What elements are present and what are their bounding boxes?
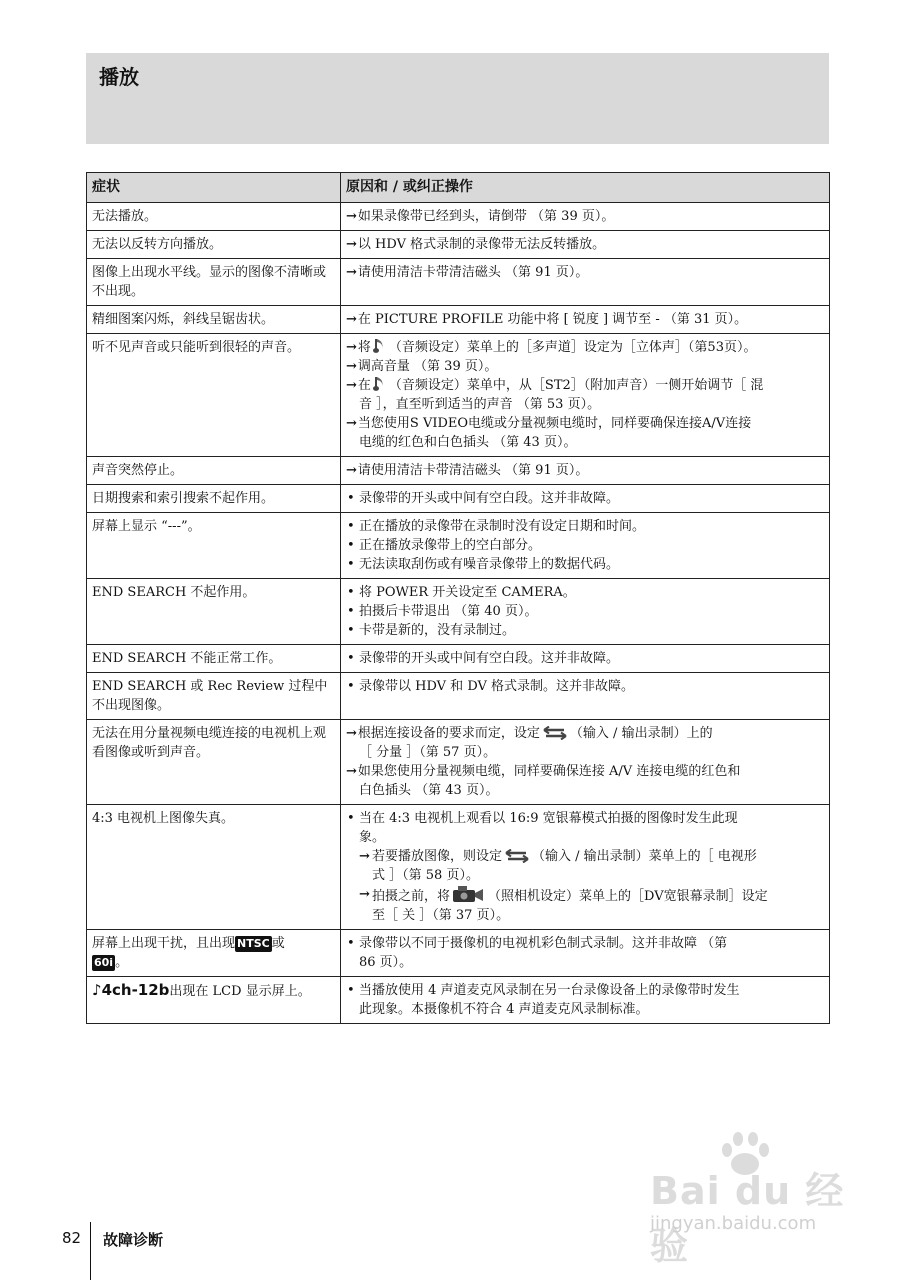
troubleshooting-table <box>86 172 830 1024</box>
symptom-cell: 声音突然停止。 <box>87 457 341 485</box>
symptom-cell: 精细图案闪烁，斜线呈锯齿状。 <box>87 306 341 334</box>
remedy-cell <box>341 579 830 645</box>
remedy-cell <box>341 334 830 457</box>
remedy-text: 拍摄之前，将 <box>372 889 451 904</box>
symptom-cell: END SEARCH 不起作用。 <box>87 579 341 645</box>
remedy-line: 式 ］（第 58 页）。 <box>372 868 479 883</box>
table-row <box>87 645 830 673</box>
table-row <box>87 579 830 645</box>
symptom-cell: 无法在用分量视频电缆连接的电视机上观看图像或听到声音。 <box>87 720 341 805</box>
remedy-line: 86 页）。 <box>359 955 413 970</box>
table-row <box>87 485 830 513</box>
remedy-line: • 无法读取刮伤或有噪音录像带上的数据代码。 <box>346 555 824 574</box>
remedy-line: → 当您使用S VIDEO电缆或分量视频电缆时，同样要确保连接A/V连接 <box>346 414 824 433</box>
remedy-text: 将 <box>357 340 371 355</box>
symptom-cell: 无法以反转方向播放。 <box>87 231 341 259</box>
table-row <box>87 231 830 259</box>
remedy-line: • 正在播放的录像带在录制时没有设定日期和时间。 <box>346 517 824 536</box>
remedy-line: • 拍摄后卡带退出 （第 40 页）。 <box>346 602 824 621</box>
remedy-cell <box>341 645 830 673</box>
remedy-text: 根据连接设备的要求而定，设定 <box>357 726 540 741</box>
section-header-band <box>86 53 829 144</box>
audio-settings-icon <box>373 376 387 392</box>
remedy-line: 白色插头 （第 43 页）。 <box>359 783 499 798</box>
symptom-cell <box>87 977 341 1024</box>
symptom-text: 出现在 LCD 显示屏上。 <box>169 984 311 999</box>
remedy-line: 音 ］，直至听到适当的声音 （第 53 页）。 <box>359 397 601 412</box>
remedy-line: → 在 PICTURE PROFILE 功能中将 [ 锐度 ] 调节至 - （第 31 页）。 <box>346 310 824 329</box>
remedy-text: （音频设定）菜单上的［多声道］设定为［立体声］（第53页）。 <box>388 340 757 355</box>
symptom-cell <box>87 930 341 977</box>
remedy-cell <box>341 805 830 930</box>
symptom-cell: 日期搜索和索引搜索不起作用。 <box>87 485 341 513</box>
symptom-cell: 无法播放。 <box>87 203 341 231</box>
60i-indicator-icon: 60i <box>94 956 114 969</box>
remedy-line <box>346 724 824 743</box>
remedy-line: → 请使用清洁卡带清洁磁头 （第 91 页）。 <box>346 461 824 480</box>
table-row <box>87 259 830 306</box>
remedy-text: 若要播放图像，则设定 <box>372 849 503 864</box>
remedy-cell <box>341 306 830 334</box>
symptom-cell: 4:3 电视机上图像失真。 <box>87 805 341 930</box>
table-row <box>87 513 830 579</box>
footer-section-title: 故障诊断 <box>103 1231 164 1249</box>
remedy-cell <box>341 720 830 805</box>
section-title: 播放 <box>99 65 139 89</box>
input-output-icon <box>504 849 530 863</box>
remedy-text: 在 <box>357 378 371 393</box>
remedy-line <box>346 847 824 866</box>
table-row <box>87 977 830 1024</box>
table-row <box>87 930 830 977</box>
remedy-cell <box>341 231 830 259</box>
page-number: 82 <box>62 1229 82 1247</box>
remedy-line: • 录像带的开头或中间有空白段。这并非故障。 <box>346 489 824 508</box>
remedy-line: → 如果您使用分量视频电缆，同样要确保连接 A/V 连接电缆的红色和 <box>346 762 824 781</box>
remedy-text: （音频设定）菜单中，从［ST2］（附加声音）一侧开始调节［ 混 <box>388 378 764 393</box>
table-row <box>87 805 830 930</box>
remedy-text: （照相机设定）菜单上的［DV宽银幕录制］设定 <box>488 889 768 904</box>
symptom-text: 屏幕上出现干扰，且出现 <box>92 936 236 951</box>
remedy-cell <box>341 259 830 306</box>
table-row <box>87 720 830 805</box>
symptom-text: 或 <box>271 936 285 951</box>
watermark-logo: Bai du 经验 <box>650 1169 845 1268</box>
remedy-line <box>346 376 824 395</box>
symptom-text: 。 <box>115 955 129 970</box>
table-header-row <box>87 173 830 203</box>
input-output-icon <box>542 726 568 740</box>
table-row <box>87 306 830 334</box>
remedy-cell <box>341 457 830 485</box>
remedy-line: • 正在播放录像带上的空白部分。 <box>346 536 824 555</box>
symptom-cell: END SEARCH 或 Rec Review 过程中不出现图像。 <box>87 673 341 720</box>
watermark-url: jingyan.baidu.com <box>650 1213 817 1234</box>
ntsc-indicator-icon: NTSC <box>237 937 270 950</box>
symptom-column-header: 症状 <box>87 173 341 203</box>
remedy-line: → 如果录像带已经到头，请倒带 （第 39 页）。 <box>346 207 824 226</box>
remedy-line: 电缆的红色和白色插头 （第 43 页）。 <box>359 435 577 450</box>
symptom-cell: END SEARCH 不能正常工作。 <box>87 645 341 673</box>
footer-divider <box>90 1222 91 1280</box>
symptom-cell: 屏幕上显示 “---”。 <box>87 513 341 579</box>
table-row <box>87 334 830 457</box>
remedy-cell <box>341 513 830 579</box>
symptom-cell: 图像上出现水平线。显示的图像不清晰或不出现。 <box>87 259 341 306</box>
remedy-text: （输入 / 输出录制）上的 <box>569 726 713 741</box>
remedy-line: → 请使用清洁卡带清洁磁头 （第 91 页）。 <box>346 263 824 282</box>
symptom-cell: 听不见声音或只能听到很轻的声音。 <box>87 334 341 457</box>
remedy-line: • 将 POWER 开关设定至 CAMERA。 <box>346 583 824 602</box>
remedy-line: 至［ 关 ］（第 37 页）。 <box>372 908 510 923</box>
remedy-subline <box>359 847 824 866</box>
remedy-subline <box>359 885 824 906</box>
remedy-cell <box>341 203 830 231</box>
remedy-line: • 卡带是新的，没有录制过。 <box>346 621 824 640</box>
remedy-cell <box>341 930 830 977</box>
remedy-column-header: 原因和 / 或纠正操作 <box>341 173 830 203</box>
remedy-line: → 调高音量 （第 39 页）。 <box>346 357 824 376</box>
remedy-line <box>346 338 824 357</box>
remedy-line: • 录像带以不同于摄像机的电视机彩色制式录制。这并非故障 （第 <box>346 934 824 953</box>
remedy-line: • 当在 4:3 电视机上观看以 16:9 宽银幕模式拍摄的图像时发生此现 <box>346 809 824 828</box>
remedy-line: • 录像带的开头或中间有空白段。这并非故障。 <box>346 649 824 668</box>
remedy-cell <box>341 673 830 720</box>
remedy-line: • 当播放使用 4 声道麦克风录制在另一台录像设备上的录像带时发生 <box>346 981 824 1000</box>
audio-settings-icon <box>373 338 387 354</box>
camera-settings-icon <box>452 885 486 903</box>
4ch-12b-indicator-icon: ♪4ch-12b <box>92 981 170 999</box>
remedy-text: （输入 / 输出录制）菜单上的［ 电视形 <box>532 849 757 864</box>
remedy-line: 此现象。本摄像机不符合 4 声道麦克风录制标准。 <box>359 1002 649 1017</box>
table-row <box>87 203 830 231</box>
remedy-line: ［ 分量 ］（第 57 页）。 <box>359 745 497 760</box>
remedy-line: • 录像带以 HDV 和 DV 格式录制。这并非故障。 <box>346 677 824 696</box>
remedy-line: 象。 <box>359 830 386 845</box>
watermark <box>650 1140 870 1268</box>
remedy-cell <box>341 977 830 1024</box>
remedy-cell <box>341 485 830 513</box>
table-row <box>87 673 830 720</box>
remedy-line <box>346 885 824 906</box>
table-row <box>87 457 830 485</box>
remedy-line: → 以 HDV 格式录制的录像带无法反转播放。 <box>346 235 824 254</box>
